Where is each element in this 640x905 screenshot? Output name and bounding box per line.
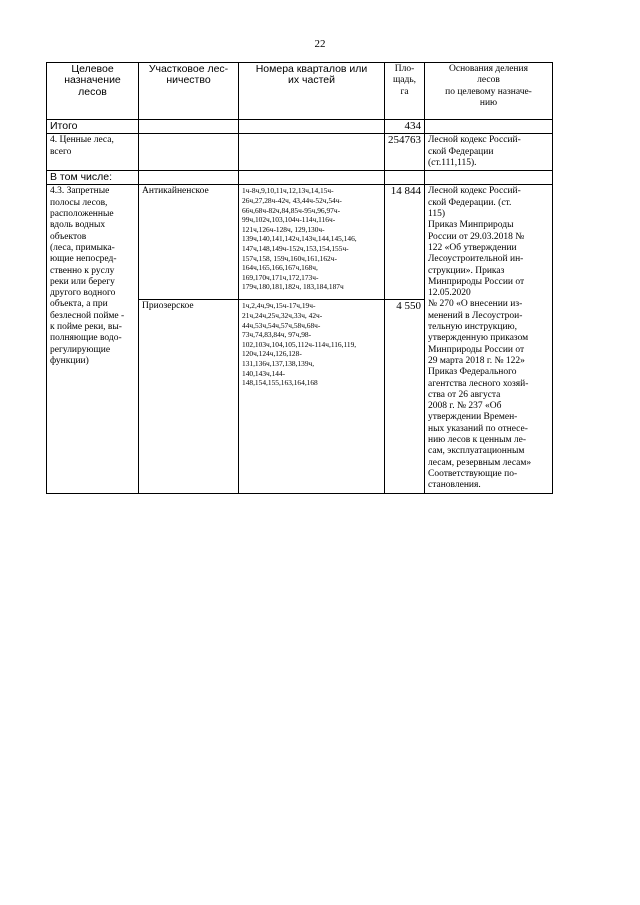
- valuable-quarters: [239, 134, 385, 171]
- header-district: Участковое лес- ничество: [139, 63, 239, 120]
- header-basis: Основания деления лесов по целевому назначе- нию: [425, 63, 553, 120]
- header-area: Пло- щадь, га: [385, 63, 425, 120]
- table-row-valuable: [47, 134, 553, 171]
- total-basis: [425, 120, 553, 134]
- table-row-antikainenskoe: [47, 185, 553, 300]
- table-header-row: [47, 63, 553, 120]
- district-antikainenskoe: Антикайненское: [139, 185, 239, 300]
- total-quarters: [239, 120, 385, 134]
- valuable-basis: Лесной кодекс Россий- ской Федерации (ст.111,115).: [425, 134, 553, 171]
- area-priozerskoe: 4 550: [385, 300, 425, 493]
- district-priozerskoe: Приозерское: [139, 300, 239, 493]
- table-row-total: [47, 120, 553, 134]
- page-number: 22: [314, 38, 326, 50]
- quarters-priozerskoe: 1ч,2,4ч,9ч,15ч-17ч,19ч- 21ч,24ч,25ч,32ч,33ч, 42ч- 44ч,53ч,54ч,57ч,58ч,68ч- 73ч,74,83,84ч, 97ч,98- 102,103ч,104,105,112ч-114ч,116,119, 120ч,124ч,126,128- 131,136ч,137,138,139ч, 140,143ч,144- 148,154,155,163,164,168: [239, 300, 385, 493]
- table-row-including: [47, 171, 553, 185]
- quarters-antikainenskoe: 1ч-8ч,9,10,11ч,12,13ч,14,15ч- 26ч,27,28ч-42ч, 43,44ч-52ч,54ч- 66ч,68ч-82ч,84,85ч-95ч,96,97ч- 99ч,102ч,103,104ч-114ч,116ч- 121ч,126ч-128ч, 129,130ч- 139ч,140,141,142ч,143ч,144,145,146, 147ч,148,149ч-152ч,153,154,155ч- 157ч,158, 159ч,160ч,161,162ч- 164ч,165,166,167ч,168ч, 169,170ч,171ч,172,173ч- 179ч,180,181,182ч, 183,184,187ч: [239, 185, 385, 300]
- total-area: 434: [385, 120, 425, 134]
- including-label: В том числе:: [47, 171, 139, 185]
- total-label: Итого: [47, 120, 139, 134]
- header-purpose: Целевое назначение лесов: [47, 63, 139, 120]
- valuable-district: [139, 134, 239, 171]
- prohibited-label: 4.3. Запретные полосы лесов, расположенные вдоль водных объектов (леса, примыка- ющие непосред- ственно к руслу реки или берегу другого водного объекта, а при безлесной пойме - к пойме реки, вы- полняющие водо- регулирующие функции): [47, 185, 139, 493]
- valuable-area: 254763: [385, 134, 425, 171]
- valuable-label: 4. Ценные леса, всего: [47, 134, 139, 171]
- forest-purpose-table: [46, 62, 553, 494]
- area-antikainenskoe: 14 844: [385, 185, 425, 300]
- prohibited-basis: Лесной кодекс Россий- ской Федерации. (ст. 115) Приказ Минприроды России от 29.03.2018 № 122 «Об утверждении Лесоустроительной ин- струкции». Приказ Минприроды России от 12.05.2020 № 270 «О внесении из- менений в Лесоустрои- тельную инструкцию, утвержденную приказом Минприроды России от 29 марта 2018 г. № 122» Приказ Федерального агентства лесного хозяй- ства от 26 августа 2008 г. № 237 «Об утверждении Времен- ных указаний по отнесе- нию лесов к ценным ле- сам, эксплуатационным лесам, резервным лесам» Соответствующие по- становления.: [425, 185, 553, 493]
- header-quarters: Номера кварталов или их частей: [239, 63, 385, 120]
- total-district: [139, 120, 239, 134]
